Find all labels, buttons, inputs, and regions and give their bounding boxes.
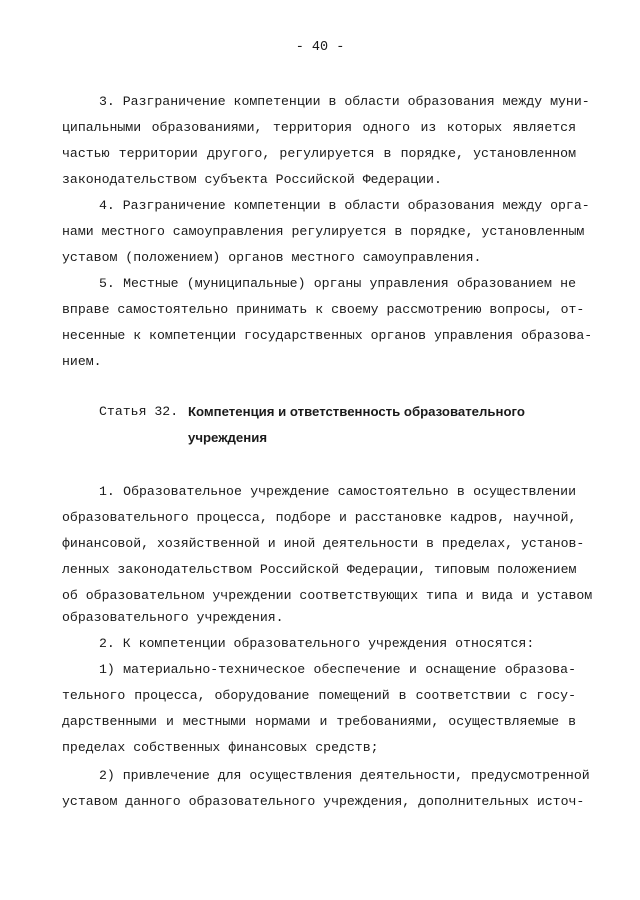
art32-p1-line-6: образовательного учреждения.	[62, 610, 284, 625]
paragraph-4-line-2: нами местного самоуправления регулируется в порядке, установленным	[62, 224, 585, 239]
paragraph-5-line-2: вправе самостоятельно принимать к своему рассмотрению вопросы, от-	[62, 302, 585, 317]
paragraph-5-line-1: 5. Местные (муниципальные) органы управления образованием не	[99, 276, 576, 291]
art32-p2-item1-line-1: 1) материально-техническое обеспечение и оснащение образова-	[99, 662, 576, 677]
paragraph-3-line-1: 3. Разграничение компетенции в области образования между муни-	[99, 94, 590, 109]
paragraph-4-line-1: 4. Разграничение компетенции в области образования между орга-	[99, 198, 590, 213]
art32-p1-line-1: 1. Образовательное учреждение самостоятельно в осуществлении	[99, 484, 576, 499]
paragraph-3-line-4: законодательством субъекта Российской Федерации.	[62, 172, 442, 187]
art32-p1-line-4: ленных законодательством Российской Федерации, типовым положением	[62, 562, 577, 577]
art32-p1-line-3: финансовой, хозяйственной и иной деятельности в пределах, установ-	[62, 536, 585, 551]
article-number: Статья 32.	[99, 404, 179, 419]
paragraph-3-line-2: ципальными образованиями, территория одного из которых является	[62, 120, 576, 135]
art32-p1-line-2: образовательного процесса, подборе и расстановке кадров, научной,	[62, 510, 577, 525]
page-number: - 40 -	[295, 40, 345, 55]
paragraph-5-line-3: несенные к компетенции государственных органов управления образова-	[62, 328, 593, 343]
art32-p2-item1-line-4: пределах собственных финансовых средств;	[62, 740, 379, 755]
art32-p1-line-5: об образовательном учреждении соответствующих типа и вида и уставом	[62, 588, 593, 603]
article-title-line-2: учреждения	[188, 430, 268, 445]
art32-p2-item2-line-2: уставом данного образовательного учреждения, дополнительных источ-	[62, 794, 585, 809]
article-title-line-1: Компетенция и ответственность образовательного	[188, 404, 525, 419]
paragraph-5-line-4: нием.	[62, 354, 102, 369]
art32-p2-item1-line-2: тельного процесса, оборудование помещений в соответствии с госу-	[62, 688, 576, 703]
art32-p2-item2-line-1: 2) привлечение для осуществления деятельности, предусмотренной	[99, 768, 590, 783]
art32-p2-line-1: 2. К компетенции образовательного учреждения относятся:	[99, 636, 535, 651]
paragraph-3-line-3: частью территории другого, регулируется в порядке, установленном	[62, 146, 576, 161]
paragraph-4-line-3: уставом (положением) органов местного самоуправления.	[62, 250, 482, 265]
art32-p2-item1-line-3: дарственными и местными нормами и требованиями, осуществляемые в	[62, 714, 576, 729]
